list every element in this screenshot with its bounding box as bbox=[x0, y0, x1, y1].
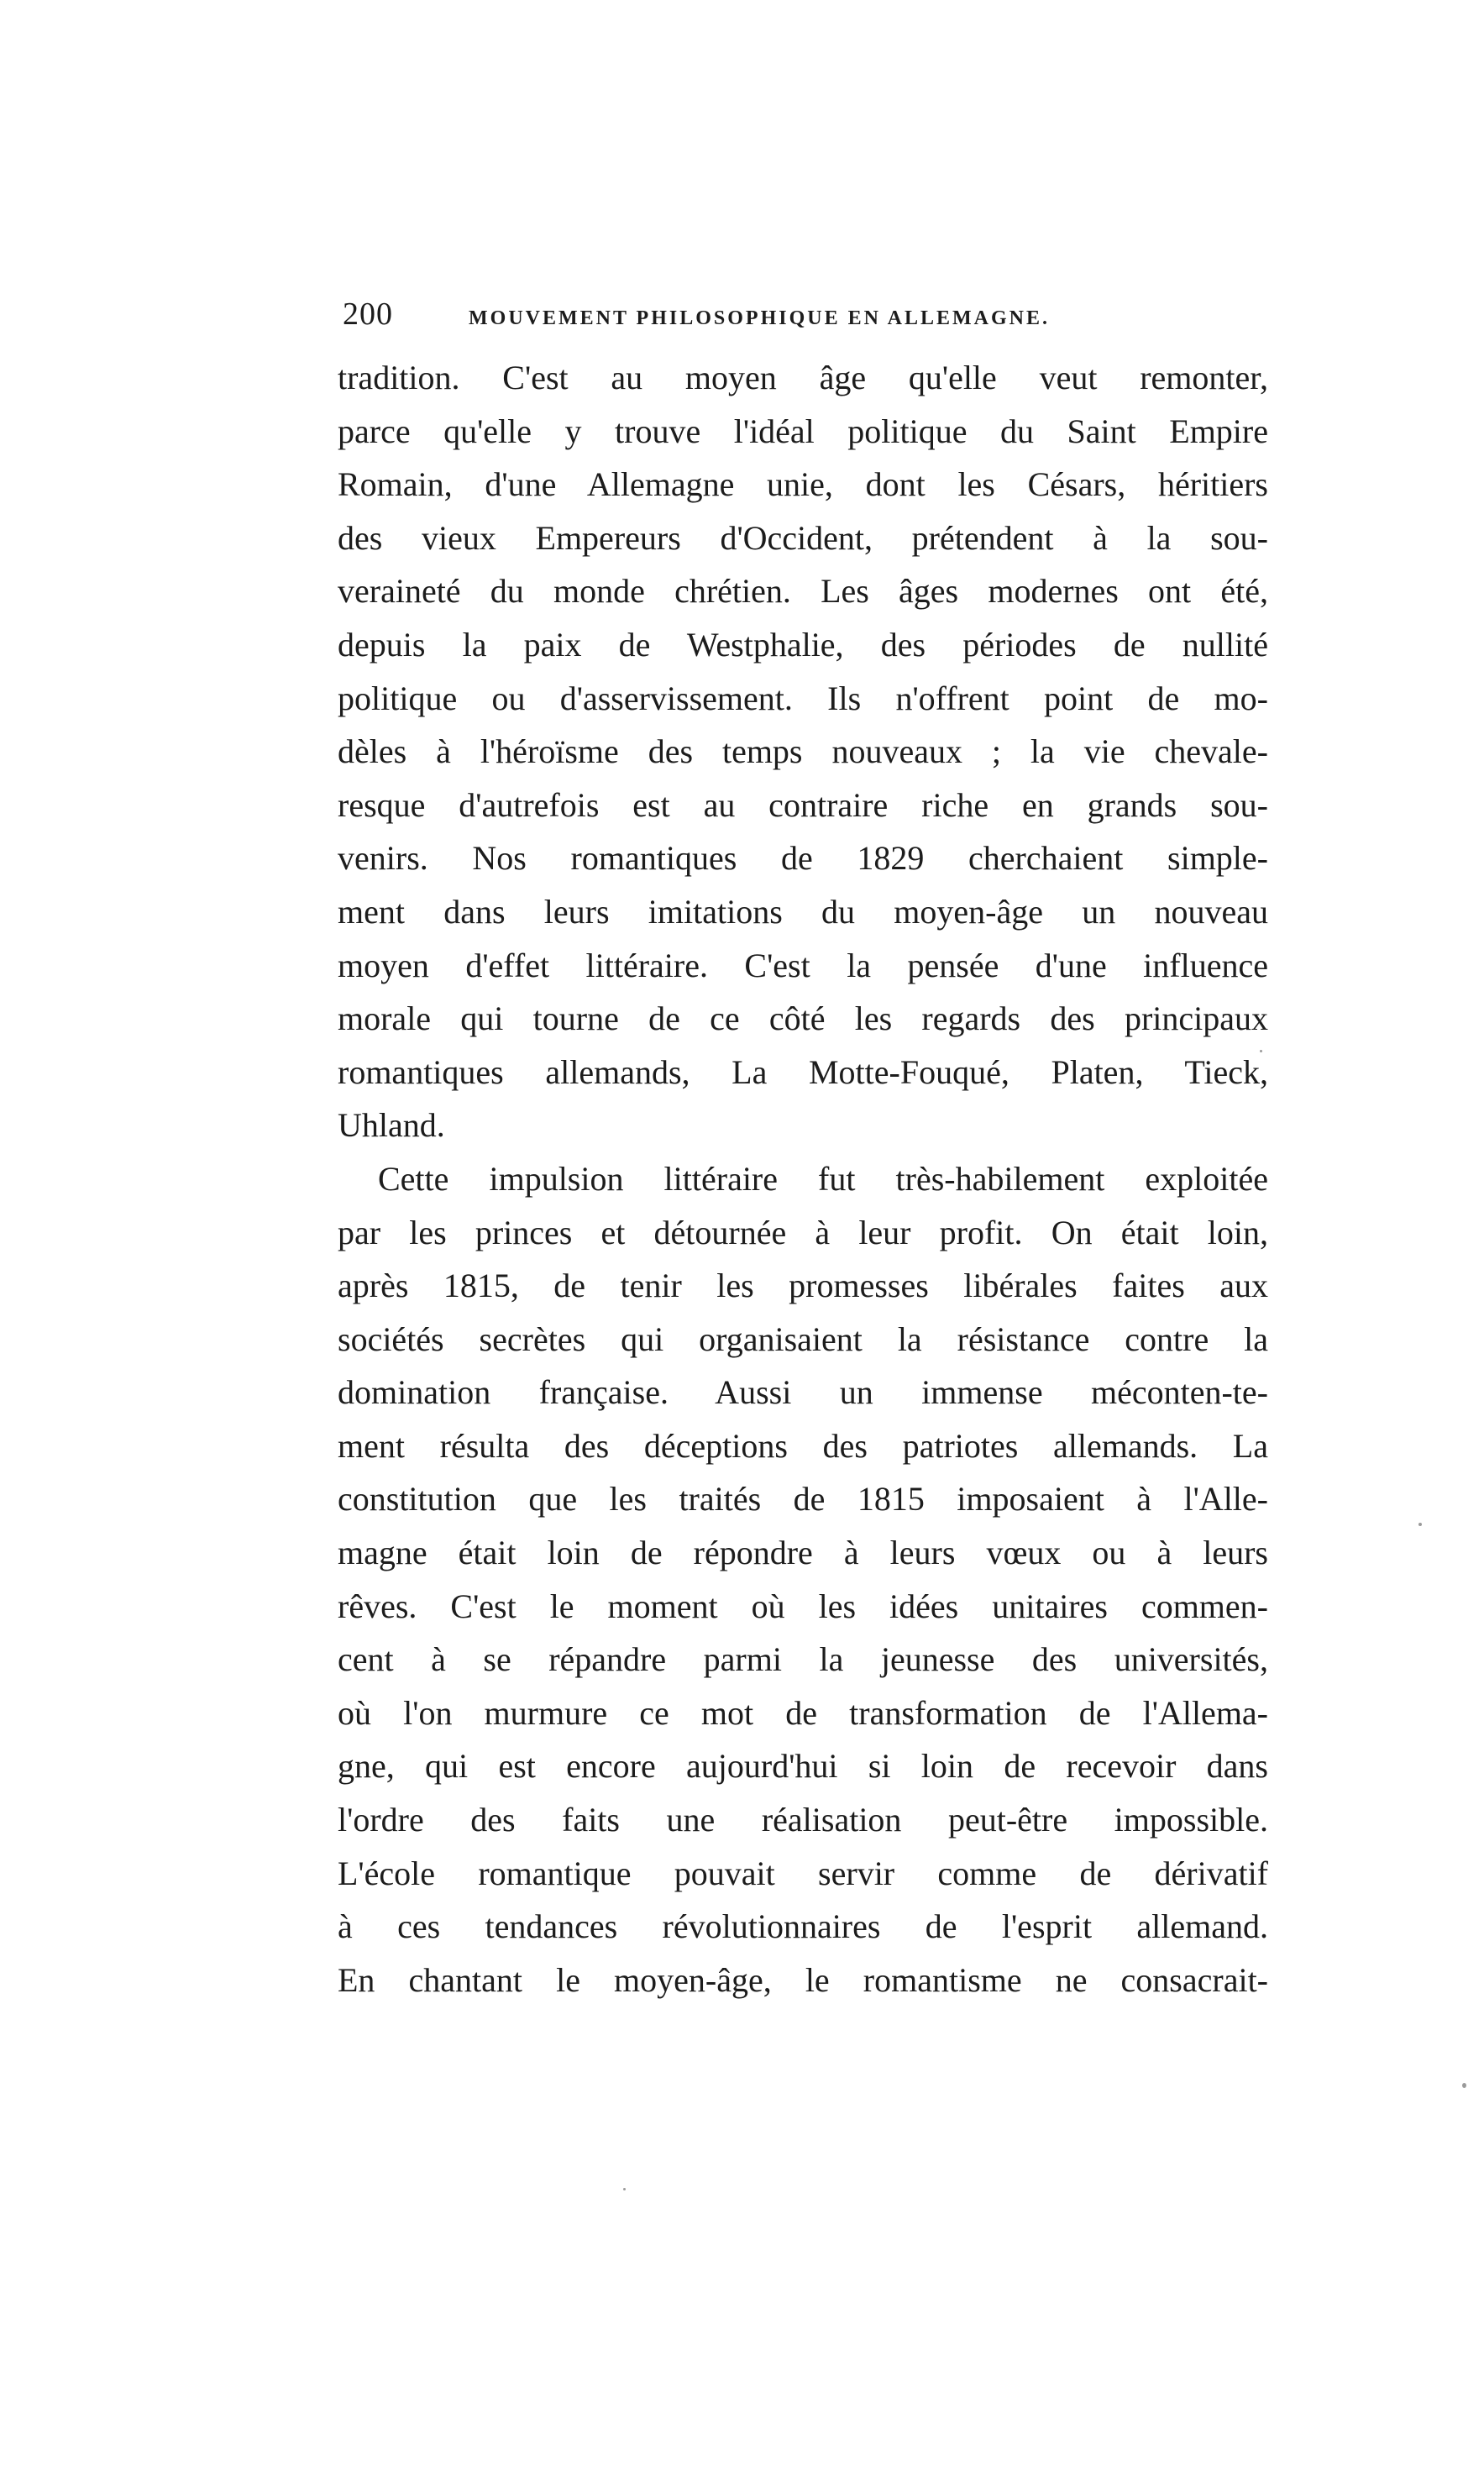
text-line: où l'on murmure ce mot de transformation de l'Allema- bbox=[338, 1693, 1268, 1732]
text-line: ment dans leurs imitations du moyen-âge un nouveau bbox=[338, 892, 1268, 931]
text-line: En chantant le moyen-âge, le romantisme ne consacrait- bbox=[338, 1960, 1268, 1999]
running-title: MOUVEMENT PHILOSOPHIQUE EN ALLEMAGNE. bbox=[469, 307, 1050, 329]
text-line: parce qu'elle y trouve l'idéal politique du Saint Empire bbox=[338, 412, 1268, 450]
page-number: 200 bbox=[343, 296, 393, 332]
running-head bbox=[343, 296, 1270, 338]
text-line: venirs. Nos romantiques de 1829 cherchaient simple- bbox=[338, 839, 1268, 878]
body-text bbox=[338, 351, 1268, 2007]
text-line: sociétés secrètes qui organisaient la résistance contre la bbox=[338, 1319, 1268, 1358]
scan-speck bbox=[1260, 1050, 1262, 1052]
scan-speck bbox=[1462, 2083, 1466, 2088]
text-line: Cette impulsion littéraire fut très-habilement exploitée bbox=[378, 1159, 1268, 1198]
text-line: par les princes et détournée à leur profit. On était loin, bbox=[338, 1213, 1268, 1251]
text-line: l'ordre des faits une réalisation peut-être impossible. bbox=[338, 1801, 1268, 1839]
text-line: Uhland. bbox=[338, 1106, 445, 1145]
text-line: Romain, d'une Allemagne unie, dont les Césars, héritiers bbox=[338, 465, 1268, 504]
text-line: domination française. Aussi un immense méconten-te- bbox=[338, 1373, 1268, 1412]
text-line: L'école romantique pouvait servir comme de dérivatif bbox=[338, 1854, 1268, 1892]
text-line: après 1815, de tenir les promesses libérales faites aux bbox=[338, 1267, 1268, 1305]
scan-speck bbox=[1418, 1523, 1422, 1526]
text-line: magne était loin de répondre à leurs vœux ou à leurs bbox=[338, 1534, 1268, 1572]
text-line: ment résulta des déceptions des patriotes allemands. La bbox=[338, 1426, 1268, 1465]
text-line: moyen d'effet littéraire. C'est la pensée d'une influence bbox=[338, 946, 1268, 984]
text-line: rêves. C'est le moment où les idées unitaires commen- bbox=[338, 1587, 1268, 1625]
text-line: des vieux Empereurs d'Occident, prétendent à la sou- bbox=[338, 518, 1268, 557]
text-line: gne, qui est encore aujourd'hui si loin de recevoir dans bbox=[338, 1747, 1268, 1786]
scan-speck bbox=[623, 2188, 626, 2190]
text-line: cent à se répandre parmi la jeunesse des universités, bbox=[338, 1640, 1268, 1679]
text-line: tradition. C'est au moyen âge qu'elle veut remonter, bbox=[338, 359, 1268, 396]
text-line: depuis la paix de Westphalie, des périodes de nullité bbox=[338, 625, 1268, 664]
text-line: politique ou d'asservissement. Ils n'offrent point de mo- bbox=[338, 679, 1268, 717]
text-line: dèles à l'héroïsme des temps nouveaux ; la vie chevale- bbox=[338, 732, 1268, 771]
text-line: romantiques allemands, La Motte-Fouqué, Platen, Tieck, bbox=[338, 1052, 1268, 1091]
text-line: constitution que les traités de 1815 imposaient à l'Alle- bbox=[338, 1480, 1268, 1519]
text-line: à ces tendances révolutionnaires de l'esprit allemand. bbox=[338, 1907, 1268, 1946]
text-line: resque d'autrefois est au contraire riche en grands sou- bbox=[338, 785, 1268, 824]
text-line: morale qui tourne de ce côté les regards des principaux bbox=[338, 999, 1268, 1038]
text-line: veraineté du monde chrétien. Les âges modernes ont été, bbox=[338, 572, 1268, 611]
